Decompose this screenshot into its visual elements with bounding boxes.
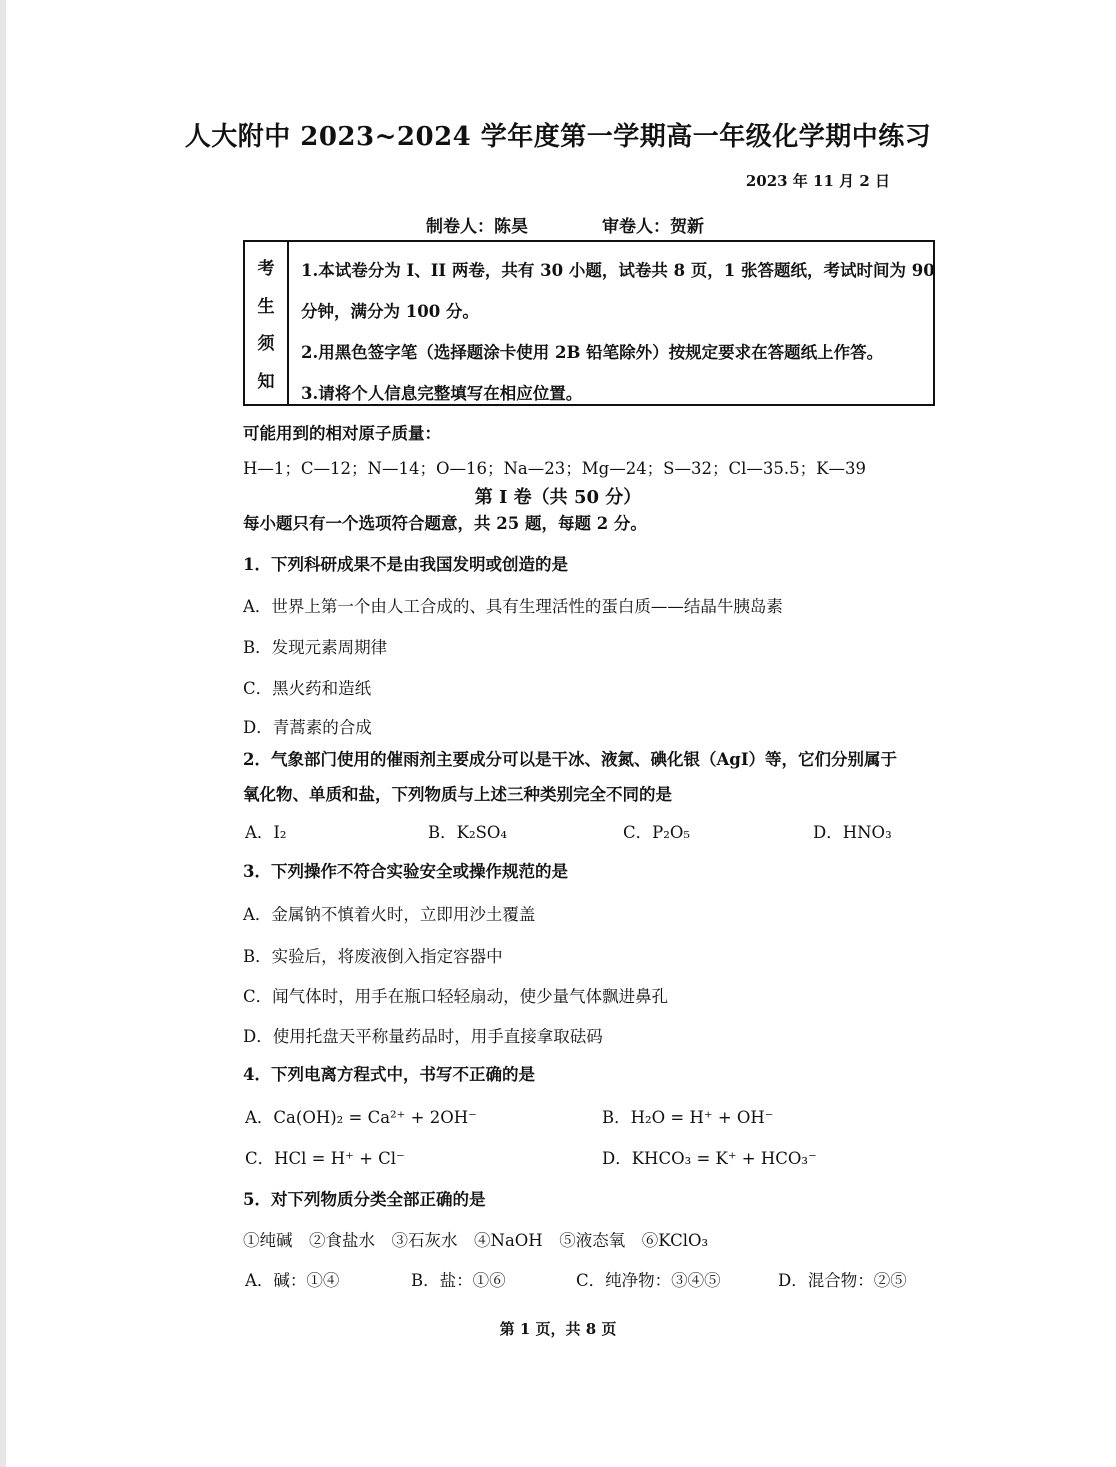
exam-title: 人大附中 2023~2024 学年度第一学期高一年级化学期中练习 (184, 122, 932, 152)
question-5-option-b: B．盐：①⑥ (411, 1271, 506, 1290)
page-number: 第 1 页，共 8 页 (499, 1320, 617, 1338)
question-1-option-d: D．青蒿素的合成 (243, 718, 372, 737)
question-1-stem: 1．下列科研成果不是由我国发明或创造的是 (243, 555, 568, 574)
question-4-option-d: D．KHCO₃ = K⁺ + HCO₃⁻ (602, 1149, 817, 1168)
section-instruction: 每小题只有一个选项符合题意，共 25 题，每题 2 分。 (243, 514, 647, 533)
notice-box (243, 240, 935, 406)
question-5-option-d: D．混合物：②⑤ (778, 1271, 907, 1290)
question-1-option-c: C．黑火药和造纸 (243, 679, 372, 698)
notice-line: 2.用黑色签字笔（选择题涂卡使用 2B 铅笔除外）按规定要求在答题纸上作答。 (301, 343, 884, 362)
question-5-stem: 5．对下列物质分类全部正确的是 (243, 1190, 486, 1209)
notice-heading-char: 生 (257, 296, 275, 317)
notice-line: 3.请将个人信息完整填写在相应位置。 (301, 384, 583, 403)
question-4-stem: 4．下列电离方程式中，书写不正确的是 (243, 1065, 535, 1084)
question-3-option-b: B．实验后，将废液倒入指定容器中 (243, 947, 503, 966)
notice-line: 1.本试卷分为 I、II 两卷，共有 30 小题，试卷共 8 页，1 张答题纸，考试时间为 90 (301, 261, 935, 280)
question-2-option-d: D．HNO₃ (813, 823, 892, 842)
question-3-option-a: A．金属钠不慎着火时，立即用沙土覆盖 (243, 905, 536, 924)
question-2-option-a: A．I₂ (245, 823, 287, 842)
notice-line: 分钟，满分为 100 分。 (301, 302, 479, 321)
question-3-option-d: D．使用托盘天平称量药品时，用手直接拿取砝码 (243, 1027, 603, 1046)
exam-date: 2023 年 11 月 2 日 (745, 172, 890, 190)
question-1-option-b: B．发现元素周期律 (243, 638, 388, 657)
question-3-stem: 3．下列操作不符合实验安全或操作规范的是 (243, 862, 568, 881)
question-4-option-a: A．Ca(OH)₂ = Ca²⁺ + 2OH⁻ (245, 1108, 477, 1127)
scan-edge (0, 0, 6, 1467)
question-2-option-b: B．K₂SO₄ (428, 823, 508, 842)
maker-label: 制卷人：陈昊 (426, 217, 528, 237)
question-3-option-c: C．闻气体时，用手在瓶口轻轻扇动，使少量气体飘进鼻孔 (243, 987, 669, 1006)
question-1-option-a: A．世界上第一个由人工合成的、具有生理活性的蛋白质——结晶牛胰岛素 (243, 597, 783, 616)
makers-line (426, 212, 704, 237)
notice-body (301, 250, 935, 414)
notice-heading-char: 知 (257, 371, 275, 392)
notice-heading-char: 考 (257, 259, 275, 280)
question-5-option-a: A．碱：①④ (245, 1271, 340, 1290)
question-2-stem-line1: 2．气象部门使用的催雨剂主要成分可以是干冰、液氮、碘化银（AgI）等，它们分别属于 (243, 750, 898, 769)
question-5-option-c: C．纯净物：③④⑤ (576, 1271, 721, 1290)
question-4-option-c: C．HCl = H⁺ + Cl⁻ (245, 1149, 405, 1168)
question-2-option-c: C．P₂O₅ (623, 823, 690, 842)
question-2-stem-line2: 氧化物、单质和盐，下列物质与上述三种类别完全不同的是 (243, 785, 672, 804)
notice-heading-char: 须 (257, 334, 275, 355)
question-5-items: ①纯碱 ②食盐水 ③石灰水 ④NaOH ⑤液态氧 ⑥KClO₃ (243, 1231, 709, 1250)
atomic-mass-label: 可能用到的相对原子质量： (243, 424, 441, 443)
reviewer-label: 审卷人：贺新 (602, 217, 704, 237)
question-4-option-b: B．H₂O = H⁺ + OH⁻ (602, 1108, 774, 1127)
section-title: 第 I 卷（共 50 分） (474, 487, 642, 508)
notice-heading (245, 242, 289, 404)
atomic-mass-values: H—1；C—12；N—14；O—16；Na—23；Mg—24；S—32；Cl—35.5；K—39 (243, 459, 866, 478)
